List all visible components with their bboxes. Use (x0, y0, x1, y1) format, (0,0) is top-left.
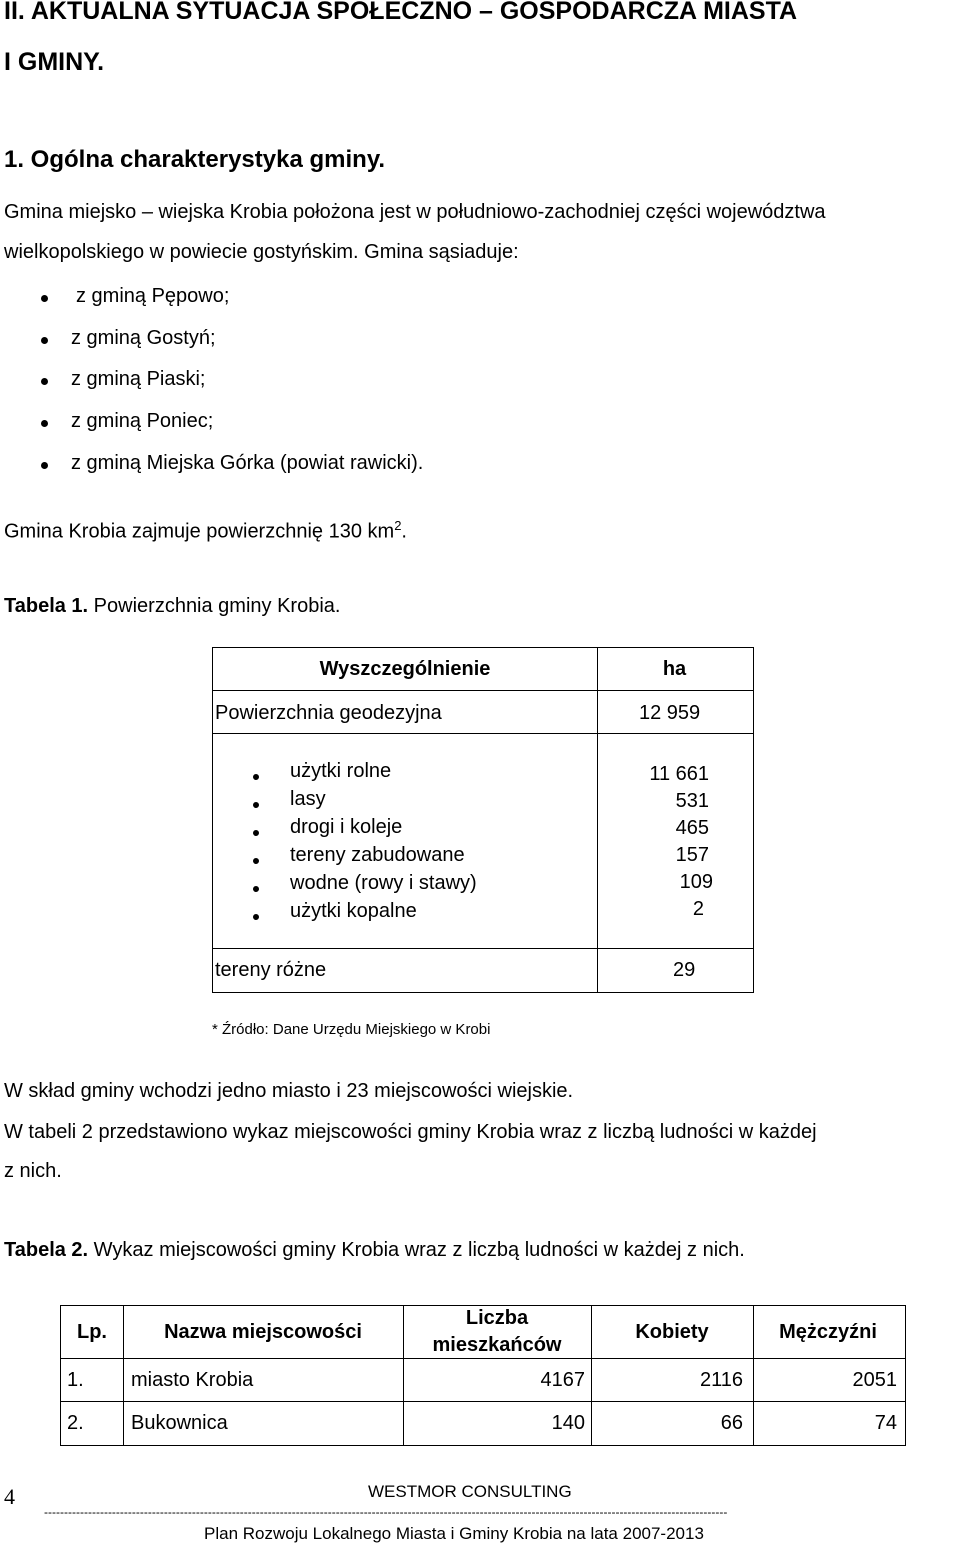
footer-company: WESTMOR CONSULTING (368, 1482, 572, 1501)
list-item: z gminą Gostyń; (71, 327, 216, 349)
row-name: Bukownica (131, 1412, 228, 1434)
row-population: 4167 (540, 1369, 585, 1391)
header-lp: Lp. (77, 1321, 107, 1343)
land-use-value: 109 (679, 871, 713, 893)
list-item: z gminą Piaski; (71, 368, 206, 390)
land-use-label: tereny zabudowane (290, 844, 465, 866)
bullet-icon (253, 830, 259, 836)
section-title: 1. Ogólna charakterystyka gminy. (4, 146, 386, 173)
table1-caption: Tabela 1. Powierzchnia gminy Krobia. (4, 595, 341, 617)
intro-line1: Gmina miejsko – wiejska Krobia położona jest w południowo-zachodniej części województwa (4, 201, 826, 223)
land-use-label: drogi i koleje (290, 816, 403, 838)
list-item: z gminą Pępowo; (76, 285, 230, 307)
bullet-icon (41, 462, 48, 469)
footer-separator: --------------------------------------------------------------------------------------------------------------------------------------------------------------------------- (44, 1505, 728, 1519)
area-table (212, 647, 754, 993)
other-area-label: tereny różne (215, 959, 327, 981)
footer-plan-title: Plan Rozwoju Lokalnego Miasta i Gminy Krobia na lata 2007-2013 (204, 1524, 704, 1543)
bullet-icon (41, 420, 48, 427)
row-men: 74 (874, 1412, 897, 1434)
row-name: miasto Krobia (131, 1369, 254, 1391)
row-women: 66 (720, 1412, 743, 1434)
bullet-icon (41, 295, 48, 302)
para2-line3: z nich. (4, 1160, 62, 1182)
para2-line2: W tabeli 2 przedstawiono wykaz miejscowości gminy Krobia wraz z liczbą ludności w każdej (4, 1121, 817, 1143)
table-divider (213, 690, 753, 691)
bullet-icon (253, 774, 259, 780)
header-men: Mężczyźni (779, 1321, 877, 1343)
bullet-icon (253, 886, 259, 892)
land-use-value: 157 (675, 844, 709, 866)
land-use-label: wodne (rowy i stawy) (290, 872, 477, 894)
list-item: z gminą Poniec; (71, 410, 214, 432)
table1-source: * Źródło: Dane Urzędu Miejskiego w Krobi (212, 1021, 491, 1038)
bullet-icon (41, 337, 48, 344)
header-women: Kobiety (635, 1321, 709, 1343)
superscript: 2 (394, 518, 402, 533)
total-area-value: 12 959 (639, 702, 701, 724)
land-use-label: lasy (290, 788, 326, 810)
para2-line1: W skład gminy wchodzi jedno miasto i 23 miejscowości wiejskie. (4, 1080, 574, 1102)
land-use-value: 11 661 (649, 763, 709, 785)
page-number: 4 (4, 1484, 15, 1509)
chapter-heading-line2: I GMINY. (4, 48, 105, 76)
table-header-unit: ha (662, 658, 687, 680)
header-population: Liczba mieszkańców (432, 1307, 562, 1356)
header-name: Nazwa miejscowości (164, 1321, 362, 1343)
row-population: 140 (551, 1412, 585, 1434)
row-men: 2051 (852, 1369, 897, 1391)
row-women: 2116 (699, 1369, 743, 1391)
list-item: z gminą Miejska Górka (powiat rawicki). (71, 452, 424, 474)
table-header-description: Wyszczególnienie (319, 658, 491, 680)
land-use-label: użytki rolne (290, 760, 392, 782)
row-lp: 2. (67, 1412, 84, 1434)
area-text: Gmina Krobia zajmuje powierzchnię 130 $km^2$. (4, 518, 407, 543)
table2-caption: Tabela 2. Wykaz miejscowości gminy Krobia wraz z liczbą ludności w każdej z nich. (4, 1239, 745, 1261)
land-use-label: użytki kopalne (290, 900, 417, 922)
row-lp: 1. (67, 1369, 84, 1391)
bullet-icon (41, 378, 48, 385)
land-use-value: 531 (675, 790, 709, 812)
intro-line2: wielkopolskiego w powiecie gostyńskim. Gmina sąsiaduje: (4, 241, 519, 263)
bullet-icon (253, 802, 259, 808)
bullet-icon (253, 858, 259, 864)
total-area-label: Powierzchnia geodezyjna (215, 702, 442, 724)
table-divider (213, 733, 753, 734)
table-divider (213, 948, 753, 949)
table-divider (61, 1401, 905, 1402)
bullet-icon (253, 914, 259, 920)
chapter-heading-line1: II. AKTUALNA SYTUACJA SPOŁECZNO – GOSPODARCZA MIASTA (4, 0, 798, 25)
land-use-value: 465 (675, 817, 709, 839)
population-table (60, 1305, 906, 1446)
land-use-value: 2 (692, 898, 704, 920)
table-divider (597, 648, 598, 992)
other-area-value: 29 (673, 959, 696, 981)
